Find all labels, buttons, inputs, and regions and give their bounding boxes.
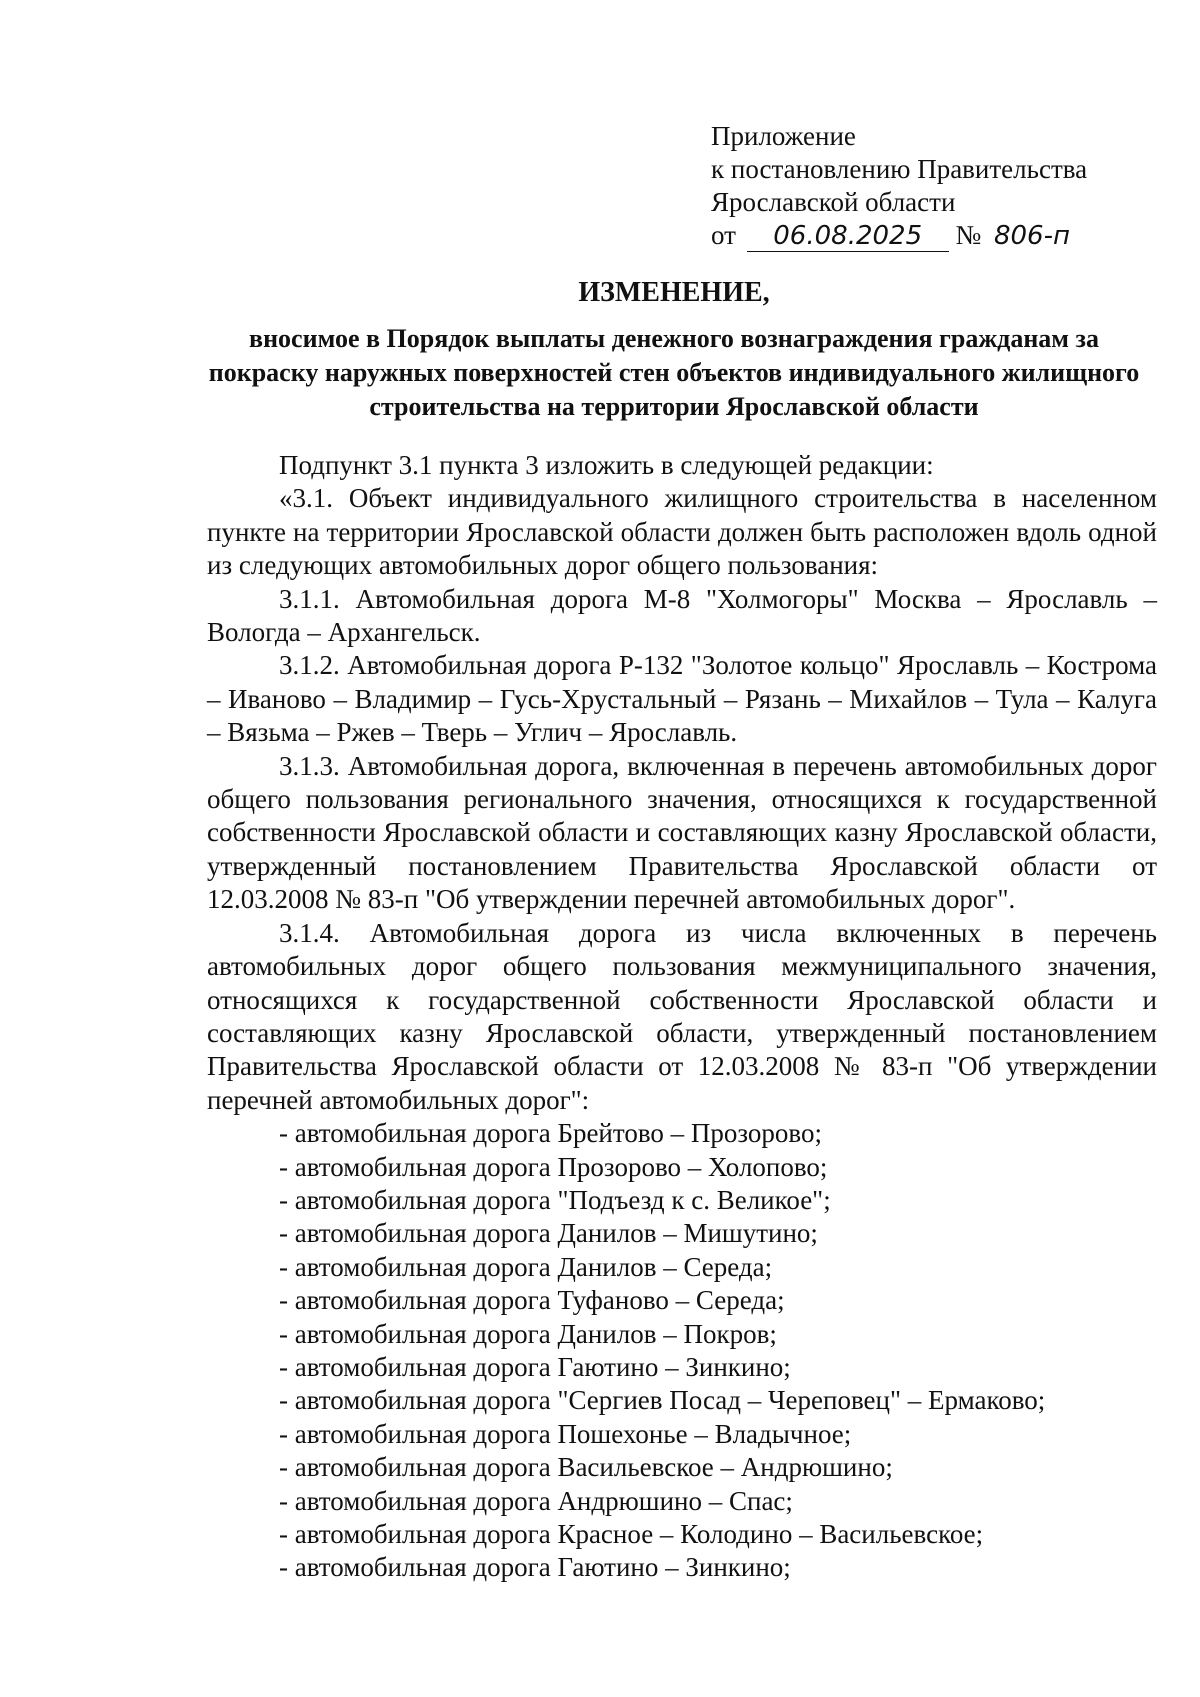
handwritten-date: 06.08.2025 <box>747 221 949 252</box>
road-list-item: - автомобильная дорога Прозорово – Холопово; <box>279 1151 828 1182</box>
appendix-block <box>711 120 1151 252</box>
road-list-item: - автомобильная дорога "Подъезд к с. Великое"; <box>279 1184 831 1215</box>
number-prefix: № <box>955 220 982 250</box>
road-list-item: - автомобильная дорога Пошехонье – Владычное; <box>279 1418 852 1449</box>
paragraph-intro: Подпункт 3.1 пункта 3 изложить в следующей редакции: <box>279 450 934 480</box>
road-list-item: - автомобильная дорога Красное – Колодино – Васильевское; <box>279 1519 984 1549</box>
document-title: ИЗМЕНЕНИЕ, <box>578 277 770 308</box>
road-list-item: - автомобильная дорога Андрюшино – Спас; <box>279 1485 793 1516</box>
road-list-item: - автомобильная дорога Данилов – Покров; <box>279 1318 777 1349</box>
road-list-item: - автомобильная дорога Туфаново – Середа; <box>279 1285 785 1316</box>
road-list-item: - автомобильная дорога Васильевское – Андрюшино; <box>279 1452 893 1483</box>
from-prefix: от <box>711 220 736 250</box>
appendix-line-3: Ярославской области <box>711 187 956 217</box>
paragraph-3-1-2: 3.1.2. Автомобильная дорога Р-132 "Золотое кольцо" Ярославль – Кострома – Иваново – Владимир – Гусь-Хрустальный – Рязань – Михайлов – Тула – Калуга – Вязьма – Ржев – Тверь – Углич – Ярославль. <box>207 650 1157 748</box>
appendix-date-line <box>711 219 1151 252</box>
document-subtitle: вносимое в Порядок выплаты денежного вознаграждения гражданам за покраску наружных поверхностей стен объектов индивидуального жилищного строительства на территории Ярославской области <box>208 324 1140 421</box>
appendix-line-2: к постановлению Правительства <box>711 154 1088 184</box>
handwritten-number: 806-п <box>993 221 1070 251</box>
appendix-line-1: Приложение <box>711 121 856 151</box>
road-list-item: - автомобильная дорога Гаютино – Зинкино; <box>279 1351 791 1382</box>
road-list-item: - автомобильная дорога Данилов – Мишутино; <box>279 1218 818 1249</box>
paragraph-3-1: «3.1. Объект индивидуального жилищного строительства в населенном пункте на территории Ярославской области должен быть расположен вдоль одной из следующих автомобильных дорог общего пользования: <box>207 483 1157 581</box>
document-body <box>207 449 1157 1585</box>
road-list-item: - автомобильная дорога Гаютино – Зинкино; <box>279 1552 791 1583</box>
paragraph-3-1-3: 3.1.3. Автомобильная дорога, включенная в перечень автомобильных дорог общего пользования регионального значения, относящихся к государственной собственности Ярославской области и составляющих казну Ярославской области, утвержденный постановлением Правительства Ярославской области от 12.03.2008 № 83-п "Об утверждении перечней автомобильных дорог". <box>207 750 1157 915</box>
road-list-item: - автомобильная дорога Данилов – Середа; <box>279 1251 773 1282</box>
paragraph-3-1-4: 3.1.4. Автомобильная дорога из числа включенных в перечень автомобильных дорог общего пользования межмуниципального значения, относящихся к государственной собственности Ярославской области и составляющих казну Ярославской области, утвержденный постановлением Правительства Ярославской области от 12.03.2008 № 83-п "Об утверждении перечней автомобильных дорог": <box>207 917 1157 1115</box>
road-list-item: - автомобильная дорога Брейтово – Прозорово; <box>279 1118 822 1149</box>
road-list-item: - автомобильная дорога "Сергиев Посад – Череповец" – Ермаково; <box>279 1385 1046 1416</box>
paragraph-3-1-1: 3.1.1. Автомобильная дорога М-8 "Холмогоры" Москва – Ярославль – Вологда – Архангельск. <box>207 583 1157 648</box>
